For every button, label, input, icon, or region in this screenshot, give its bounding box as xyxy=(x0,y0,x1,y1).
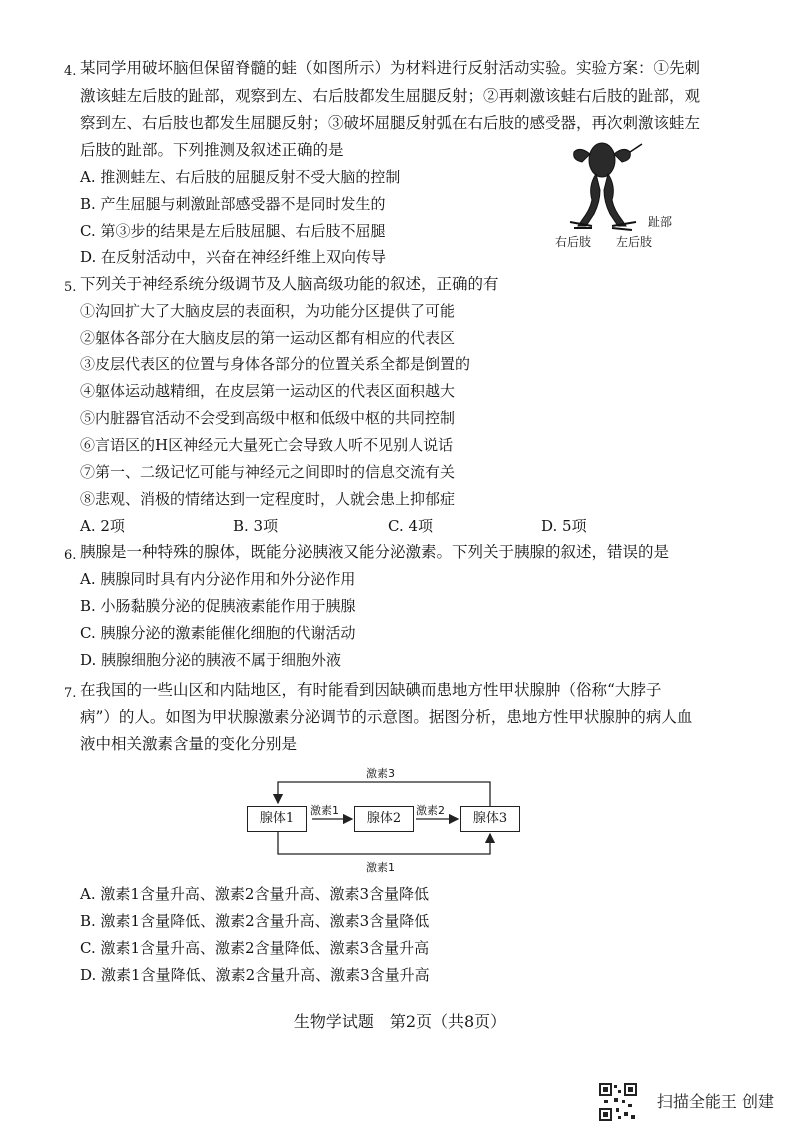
q6-option-b: B. 小肠黏膜分泌的促胰液素能作用于胰腺 xyxy=(80,597,356,615)
question-number: 7. xyxy=(64,686,77,701)
q4-option-a: A. 推测蛙左、右后肢的屈腿反射不受大脑的控制 xyxy=(80,168,401,186)
q4-option-b: B. 产生屈腿与刺激趾部感受器不是同时发生的 xyxy=(80,195,386,213)
q6-stem: 胰腺是一种特殊的腺体，既能分泌胰液又能分泌激素。下列关于胰腺的叙述，错误的是 xyxy=(80,543,670,561)
right-leg-label: 右后肢 xyxy=(555,235,592,249)
q4-stem-line: 察到左、右后肢也都发生屈腿反射；③破坏屈腿反射弧在右后肢的感受器，再次刺激该蛙左 xyxy=(80,114,701,132)
qr-code-icon xyxy=(598,1082,638,1122)
q7-option-a: A. 激素1含量升高、激素2含量升高、激素3含量降低 xyxy=(80,885,430,903)
question-number: 4. xyxy=(64,64,77,79)
q4-option-c: C. 第③步的结果是左后肢屈腿、右后肢不屈腿 xyxy=(80,222,386,240)
q7-option-d: D. 激素1含量降低、激素2含量升高、激素3含量升高 xyxy=(80,966,430,984)
q5-option-a: A. 2项 xyxy=(80,517,125,535)
q4-option-d: D. 在反射活动中，兴奋在神经纤维上双向传导 xyxy=(80,248,387,266)
q6-option-c: C. 胰腺分泌的激素能催化细胞的代谢活动 xyxy=(80,624,356,642)
q5-item: ③皮层代表区的位置与身体各部分的位置关系全都是倒置的 xyxy=(80,355,471,373)
q4-stem-line: 某同学用破坏脑但保留脊髓的蛙（如图所示）为材料进行反射活动实验。实验方案：①先刺 xyxy=(80,59,701,77)
q5-option-b: B. 3项 xyxy=(233,517,279,535)
hormone-1-label: 激素1 xyxy=(310,804,339,817)
q5-option-c: C. 4项 xyxy=(388,517,434,535)
q4-stem-line: 后肢的趾部。下列推测及叙述正确的是 xyxy=(80,141,344,159)
q7-stem-line: 在我国的一些山区和内陆地区，有时能看到因缺碘而患地方性甲状腺肿（俗称“大脖子 xyxy=(80,681,662,699)
q5-item: ④躯体运动越精细，在皮层第一运动区的代表区面积越大 xyxy=(80,382,456,400)
hormone-2-label: 激素2 xyxy=(416,804,445,817)
q5-item: ①沟回扩大了大脑皮层的表面积，为功能分区提供了可能 xyxy=(80,302,456,320)
hormone-3-label: 激素3 xyxy=(366,767,395,780)
gland-3-box: 腺体3 xyxy=(460,806,520,832)
scanner-watermark: 扫描全能王 创建 xyxy=(656,1092,774,1111)
frog-figure xyxy=(552,134,652,234)
toe-label: 趾部 xyxy=(648,215,673,229)
q6-option-a: A. 胰腺同时具有内分泌作用和外分泌作用 xyxy=(80,570,356,588)
q7-option-b: B. 激素1含量降低、激素2含量升高、激素3含量降低 xyxy=(80,912,430,930)
q5-item: ⑦第一、二级记忆可能与神经元之间即时的信息交流有关 xyxy=(80,463,456,481)
question-number: 5. xyxy=(64,280,77,295)
page-footer: 生物学试题 第2页（共8页） xyxy=(293,1012,507,1031)
gland-2-box: 腺体2 xyxy=(354,806,414,832)
q5-stem: 下列关于神经系统分级调节及人脑高级功能的叙述，正确的有 xyxy=(80,275,499,293)
left-leg-label: 左后肢 xyxy=(616,235,653,249)
q7-stem-line: 液中相关激素含量的变化分别是 xyxy=(80,735,298,753)
q5-item: ⑥言语区的H区神经元大量死亡会导致人听不见别人说话 xyxy=(80,436,454,454)
gland-1-box: 腺体1 xyxy=(247,806,307,832)
q5-item: ⑧悲观、消极的情绪达到一定程度时，人就会患上抑郁症 xyxy=(80,490,456,508)
q5-option-d: D. 5项 xyxy=(541,517,587,535)
q7-option-c: C. 激素1含量升高、激素2含量降低、激素3含量升高 xyxy=(80,939,430,957)
q7-stem-line: 病”）的人。如图为甲状腺激素分泌调节的示意图。据图分析，患地方性甲状腺肿的病人血 xyxy=(80,708,693,726)
hormone-1-bottom-label: 激素1 xyxy=(366,861,395,874)
arrow-bottom xyxy=(278,832,490,854)
q5-item: ②躯体各部分在大脑皮层的第一运动区都有相应的代表区 xyxy=(80,329,456,347)
question-number: 6. xyxy=(64,548,77,563)
q5-item: ⑤内脏器官活动不会受到高级中枢和低级中枢的共同控制 xyxy=(80,409,456,427)
q6-option-d: D. 胰腺细胞分泌的胰液不属于细胞外液 xyxy=(80,651,342,669)
q4-stem-line: 激该蛙左后肢的趾部，观察到左、右后肢都发生屈腿反射；②再刺激该蛙右后肢的趾部，观 xyxy=(80,87,701,105)
